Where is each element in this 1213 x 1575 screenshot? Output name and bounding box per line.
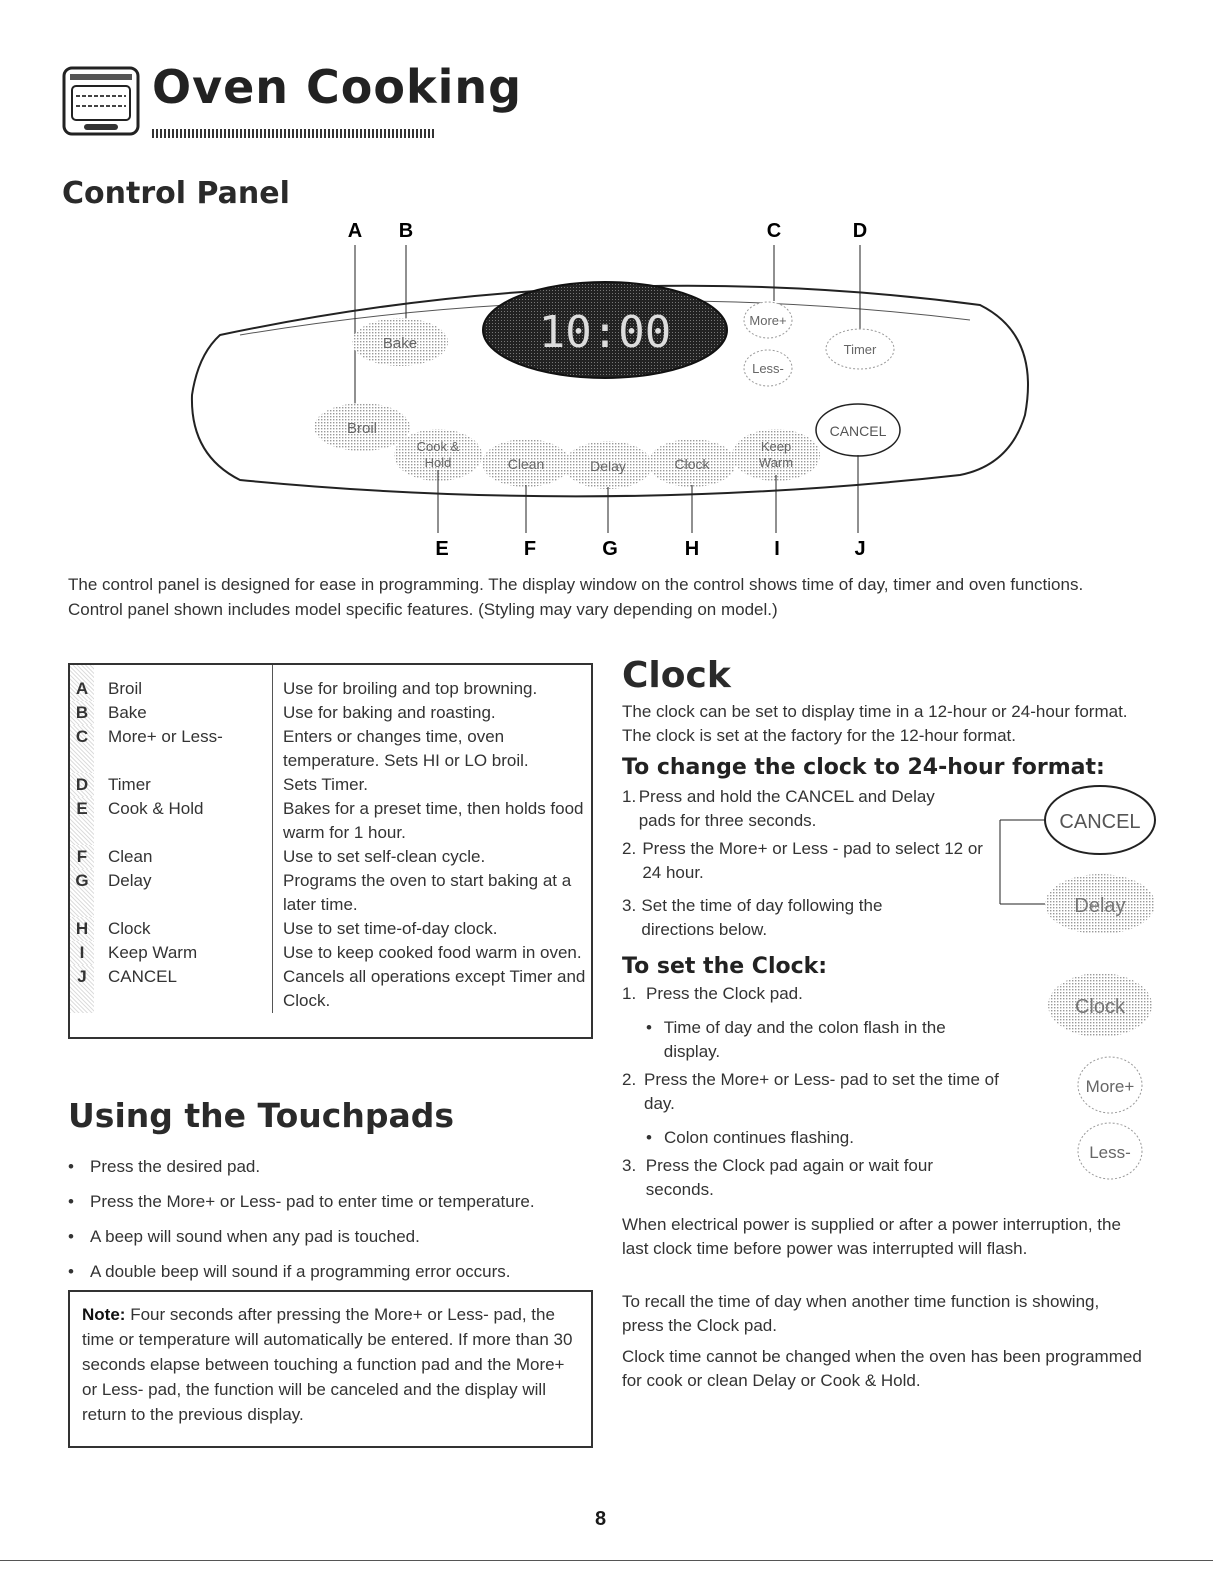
callout-i: I [774, 538, 780, 560]
cancel-delay-figure [990, 778, 1160, 938]
feature-description: Use for broiling and top browning. [283, 679, 538, 698]
feature-letter: A [70, 665, 94, 701]
display-readout: 10:00 [538, 307, 672, 358]
page-title: Oven Cooking [152, 60, 523, 114]
timer-pad: Timer [843, 342, 877, 357]
broil-pad: Broil [346, 420, 378, 437]
fig-delay-label: Delay [1074, 895, 1126, 917]
less-pad: Less- [752, 361, 784, 376]
fig-less-label: Less- [1089, 1143, 1131, 1162]
feature-letter: D [70, 773, 94, 797]
cook-hold-pad-line2: Hold [424, 455, 452, 470]
clean-pad: Clean [507, 456, 545, 472]
more-pad: More+ [749, 313, 787, 328]
feature-description: Sets Timer. [283, 775, 369, 794]
feature-description: Use for baking and roasting. [283, 703, 496, 722]
table-row [70, 965, 591, 1013]
clock-pad: Clock [674, 456, 710, 472]
feature-description: Cancels all operations except Timer and Clock. [283, 967, 586, 1010]
set-step-3: 3. Press the Clock pad again or wait four seconds. [622, 1156, 934, 1199]
clock-para-3: Clock time cannot be changed when the oven has been programmed for cook or clean Delay or Cook & Hold. [622, 1347, 1142, 1390]
callout-c: C [766, 220, 782, 242]
list-item: • A double beep will sound if a programming error occurs. [68, 1262, 511, 1281]
callout-b: B [398, 220, 414, 242]
feature-letter: G [70, 869, 94, 917]
table-row [70, 665, 591, 701]
feature-name: More+ or Less- [94, 725, 273, 773]
feature-name: Delay [94, 869, 273, 917]
feature-letter: B [70, 701, 94, 725]
clock-para-1: When electrical power is supplied or after a power interruption, the last clock time before power was interrupted will flash. [622, 1215, 1121, 1258]
feature-letter: C [70, 725, 94, 773]
touchpads-bullets [68, 1155, 598, 1295]
feature-letter: F [70, 845, 94, 869]
feature-letter: I [70, 941, 94, 965]
feature-description: Enters or changes time, oven temperature. Sets HI or LO broil. [283, 727, 529, 770]
table-row [70, 701, 591, 725]
keep-warm-pad-line2: Warm [758, 455, 794, 470]
change-step-3: 3. Set the time of day following the directions below. [622, 896, 883, 939]
feature-name: Keep Warm [94, 941, 273, 965]
table-row [70, 797, 591, 845]
list-item: • Press the More+ or Less- pad to enter time or temperature. [68, 1192, 535, 1211]
feature-name: Clean [94, 845, 273, 869]
oven-icon [62, 66, 140, 138]
change-step-1: 1. Press and hold the CANCEL and Delay pads for three seconds. [622, 787, 935, 830]
set-step-2: 2. Press the More+ or Less- pad to set the time of day. • Colon continues flashing. [622, 1070, 999, 1147]
callout-d: D [852, 220, 868, 242]
callout-h: H [684, 538, 700, 560]
cook-hold-pad-line1: Cook & [416, 439, 460, 454]
feature-description: Bakes for a preset time, then holds food warm for 1 hour. [283, 799, 584, 842]
note-text: Four seconds after pressing the More+ or Less- pad, the time or temperature will automatically be entered. If more than 30 seconds elapse between touching a function pad and the More+ or Less- pad, the function will be canceled and the display will return to the previous display. [82, 1305, 573, 1424]
table-row [70, 845, 591, 869]
clock-para-2: To recall the time of day when another time function is showing, press the Clock pad. [622, 1292, 1100, 1335]
set-clock-heading: To set the Clock: [622, 954, 828, 979]
callout-e: E [435, 538, 449, 560]
feature-description: Use to keep cooked food warm in oven. [283, 943, 582, 962]
delay-pad: Delay [590, 458, 626, 474]
callout-j: J [854, 538, 866, 560]
feature-name: Timer [94, 773, 273, 797]
bottom-rule [0, 1560, 1213, 1561]
keep-warm-pad-line1: Keep [760, 439, 792, 454]
clock-heading: Clock [622, 655, 731, 696]
touchpads-heading: Using the Touchpads [68, 1096, 454, 1135]
feature-name: Clock [94, 917, 273, 941]
control-panel-description [68, 572, 1158, 622]
feature-name: Cook & Hold [94, 797, 273, 845]
feature-description: Use to set time-of-day clock. [283, 919, 498, 938]
note-label: Note: [82, 1305, 126, 1324]
list-item: • A beep will sound when any pad is touched. [68, 1227, 420, 1246]
table-row [70, 917, 591, 941]
change-format-heading: To change the clock to 24-hour format: [622, 755, 1105, 780]
feature-name: CANCEL [94, 965, 273, 1013]
list-item: • Press the desired pad. [68, 1157, 261, 1176]
feature-description: Use to set self-clean cycle. [283, 847, 486, 866]
callout-g: G [602, 538, 618, 560]
fig-cancel-label: CANCEL [1059, 811, 1141, 833]
feature-letter: E [70, 797, 94, 845]
cancel-pad: CANCEL [829, 423, 887, 439]
feature-letter: H [70, 917, 94, 941]
clock-pads-figure [1030, 965, 1160, 1185]
table-row [70, 773, 591, 797]
note-box [68, 1290, 593, 1448]
callout-a: A [347, 220, 363, 242]
bake-pad: Bake [382, 335, 418, 352]
description-line-2: Control panel shown includes model specific features. (Styling may vary depending on model.) [68, 600, 778, 619]
feature-letter: J [70, 965, 94, 1013]
set-step-1: 1. Press the Clock pad. • Time of day and the colon flash in the display. [622, 984, 946, 1061]
table-row [70, 941, 591, 965]
table-row [70, 869, 591, 917]
title-underline [152, 129, 434, 138]
feature-name: Broil [94, 665, 273, 701]
fig-more-label: More+ [1085, 1077, 1135, 1096]
features-table [68, 663, 593, 1039]
change-step-2: 2. Press the More+ or Less - pad to select 12 or 24 hour. [622, 839, 983, 882]
control-panel-heading: Control Panel [62, 176, 290, 211]
feature-description: Programs the oven to start baking at a later time. [283, 871, 572, 914]
table-row [70, 725, 591, 773]
description-line-1: The control panel is designed for ease in programming. The display window on the control shows time of day, timer and oven functions. [68, 575, 1084, 594]
clock-intro: The clock can be set to display time in a 12-hour or 24-hour format. The clock is set at the factory for the 12-hour format. [622, 702, 1128, 745]
fig-clock-label: Clock [1074, 996, 1126, 1018]
control-panel-diagram [180, 215, 1040, 565]
callout-f: F [523, 538, 537, 560]
page-number: 8 [595, 1508, 607, 1530]
feature-name: Bake [94, 701, 273, 725]
